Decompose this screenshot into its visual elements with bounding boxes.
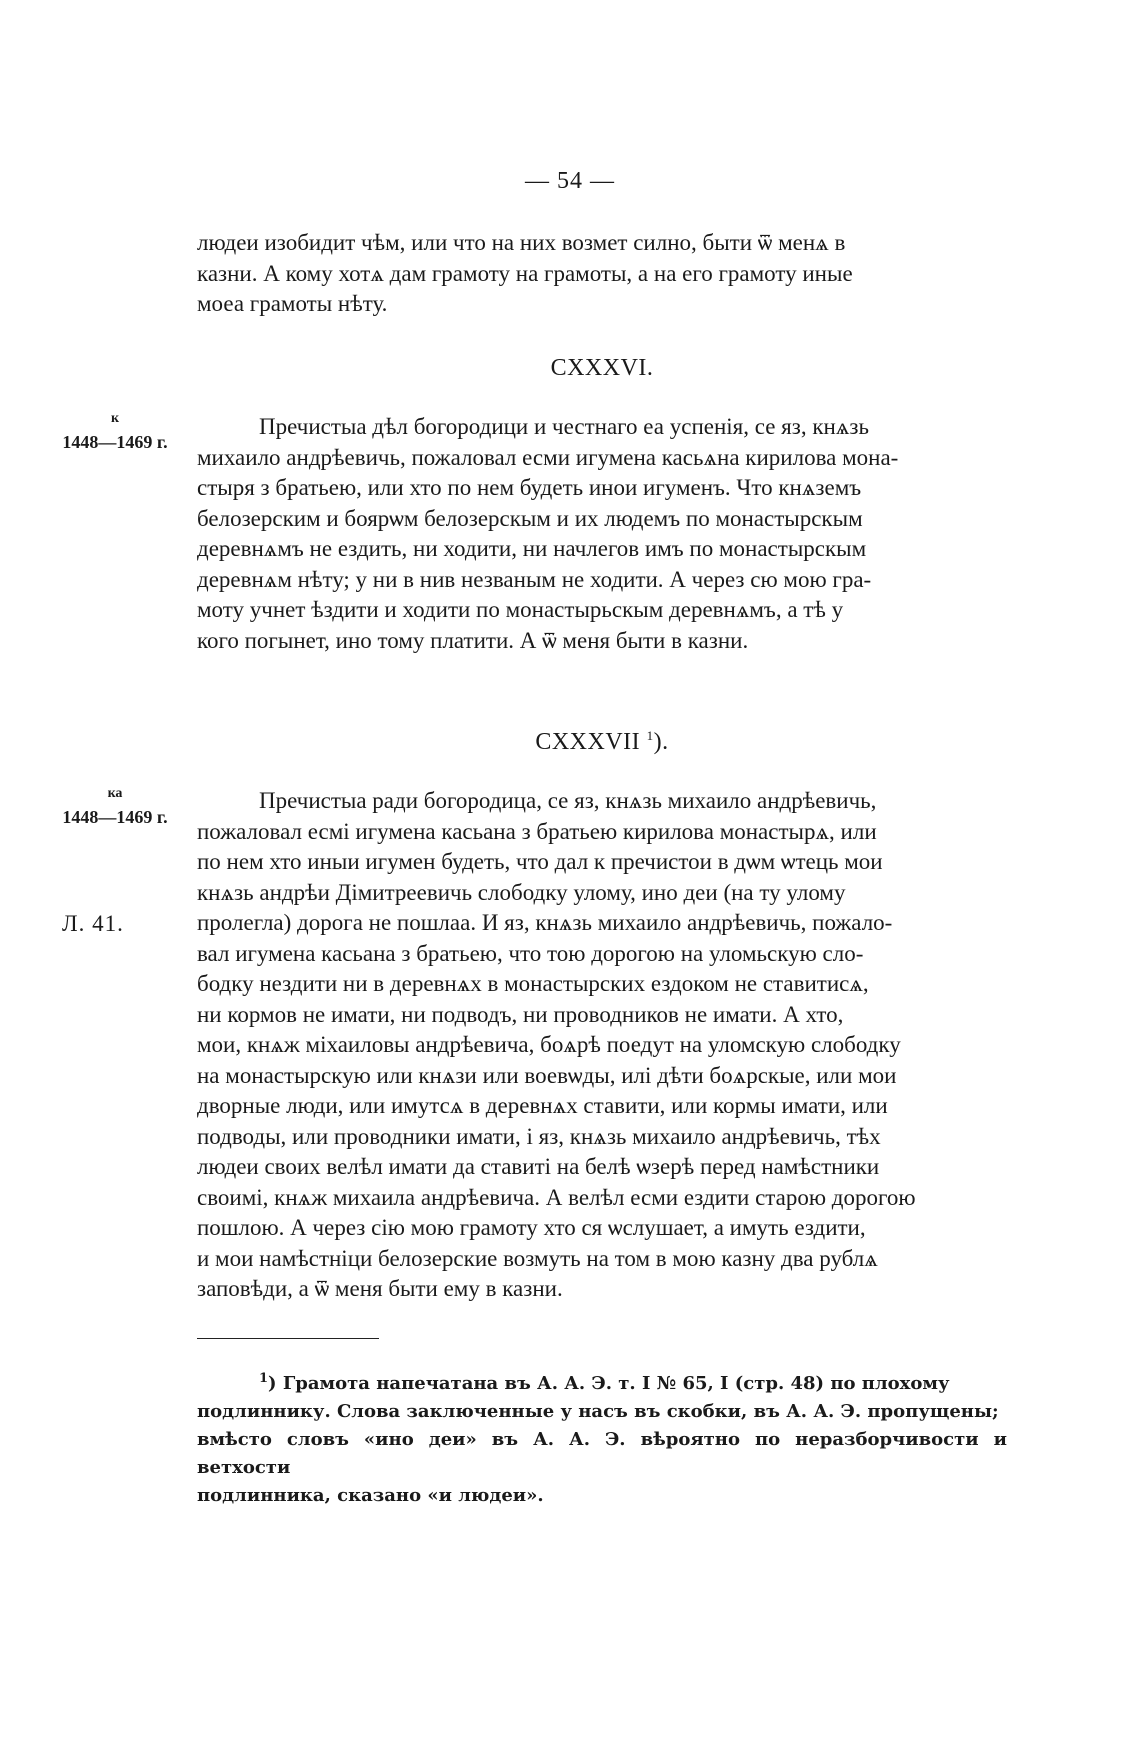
footnote-ref: 1 bbox=[646, 728, 654, 743]
text-line: кнѧзь андрѣи Дімитреевичь слободку улому, ино деи (на ту улому bbox=[197, 879, 846, 905]
text-line: пролегла) дорога не пошлаа. И яз, кнѧзь михаило андрѣевичь, пожало- bbox=[197, 910, 893, 935]
text-line: подводы, или проводники имати, і яз, кнѧзь михаило андрѣевичь, тѣх bbox=[197, 1123, 881, 1149]
text-line: деревнѧм нѣту; у ни в нив незваным не ходити. А через сю мою гра- bbox=[197, 566, 872, 592]
charter-136-text bbox=[197, 412, 1007, 656]
text-line: Пречистыа дѣл богородици и честнаго еа успенія, се яз, кнѧзь bbox=[259, 414, 869, 439]
text-line: стыря з братьею, или хто по нем будеть инои игуменъ. Что кнѧземъ bbox=[197, 475, 862, 500]
text-line: вал игумена касьана з братьею, что тою дорогою на уломьскую сло- bbox=[197, 940, 864, 966]
text-line: дворные люди, или имутсѧ в деревнѧх ставити, или кормы имати, или bbox=[197, 1093, 888, 1118]
text-line: пожаловал есмі игумена касьана з братьею кирилова монастырѧ, или bbox=[197, 818, 877, 844]
text-line: бодку нездити ни в деревнѧх в монастырских ездоком не ставитисѧ, bbox=[197, 971, 869, 996]
footnote-line: вмѣсто словъ «ино деи» въ А. А. Э. вѣроятно по неразборчивости и ветхости bbox=[197, 1429, 1007, 1478]
charter-137-heading bbox=[197, 729, 1007, 756]
footnote-line-text: ) Грамота напечатана въ А. А. Э. т. I № 65, I (стр. 48) по плохому bbox=[268, 1373, 950, 1394]
text-line: мои, кнѧж міхаиловы андрѣевича, боѧрѣ поедут на уломскую слободку bbox=[197, 1032, 901, 1057]
text-line: кого погынет, ино тому платити. А ѿ меня быти в казни. bbox=[197, 627, 749, 653]
folio-marker: Л. 41. bbox=[62, 911, 124, 936]
continuation-text bbox=[197, 228, 1007, 320]
text-line: моеа грамоты нѣту. bbox=[197, 291, 388, 316]
text-line: пошлою. А через сію мою грамоту хто ся ѡслушает, а имуть ездити, bbox=[197, 1215, 866, 1240]
charter-137-margin-note bbox=[40, 785, 190, 831]
text-line: моту учнет ѣздити и ходити по монастырьскым деревнѧмъ, а тѣ у bbox=[197, 597, 844, 622]
charter-136-heading: CXXXVI. bbox=[550, 355, 654, 381]
text-line: михаило андрѣевичь, пожаловал есми игумена касьѧна кирилова мона- bbox=[197, 444, 899, 470]
text-line: своимі, кнѧж михаила андрѣевича. А велѣл есми ездити старою дорогою bbox=[197, 1184, 916, 1210]
text-line: и мои намѣстніци белозерские возмуть на том в мою казну два рублѧ bbox=[197, 1245, 878, 1271]
footnote-marker: 1 bbox=[259, 1371, 269, 1386]
text-line: ни кормов не имати, ни подводъ, ни проводников не имати. А хто, bbox=[197, 1001, 844, 1027]
margin-number: к bbox=[110, 411, 120, 426]
footnote-line: подлинника, сказано «и людеи». bbox=[197, 1485, 544, 1506]
margin-number: ка bbox=[107, 786, 123, 801]
charter-137-text bbox=[197, 786, 1007, 1305]
margin-date: 1448—1469 г. bbox=[62, 807, 168, 827]
footnote-divider bbox=[197, 1338, 379, 1339]
text-line: людеи своих велѣл имати да ставиті на белѣ ѡзерѣ перед намѣстники bbox=[197, 1154, 880, 1179]
heading-suffix: ). bbox=[653, 729, 669, 755]
margin-date: 1448—1469 г. bbox=[62, 432, 168, 452]
text-line: по нем хто иныи игумен будеть, что дал к пречистои в дѡм ѡтець мои bbox=[197, 849, 883, 874]
text-line: Пречистыа ради богородица, се яз, кнѧзь михаило андрѣевичь, bbox=[259, 788, 877, 813]
page-number: — 54 — bbox=[525, 168, 615, 194]
charter-136-margin-note bbox=[40, 410, 190, 456]
footnote-line: подлиннику. Слова заключенные у насъ въ скобки, въ А. А. Э. пропущены; bbox=[197, 1401, 999, 1422]
footnote-line bbox=[197, 1370, 1007, 1398]
footnote bbox=[197, 1370, 1007, 1510]
text-line: на монастырскую или кнѧзи или воевѡды, илі дѣти боѧрскые, или мои bbox=[197, 1062, 897, 1088]
text-line: казни. А кому хотѧ дам грамоту на грамоты, а на его грамоту иные bbox=[197, 260, 853, 286]
text-line: людеи изобидит чѣм, или что на них возмет силно, быти ѿ менѧ в bbox=[197, 230, 846, 255]
text-line: заповѣди, а ѿ меня быти ему в казни. bbox=[197, 1276, 563, 1301]
text-line: белозерским и боярѡм белозерскым и их людемъ по монастырскым bbox=[197, 505, 863, 531]
text-line: деревнѧмъ не ездить, ни ходити, ни начлегов имъ по монастырскым bbox=[197, 536, 867, 561]
heading-numeral: CXXXVII bbox=[535, 729, 641, 755]
